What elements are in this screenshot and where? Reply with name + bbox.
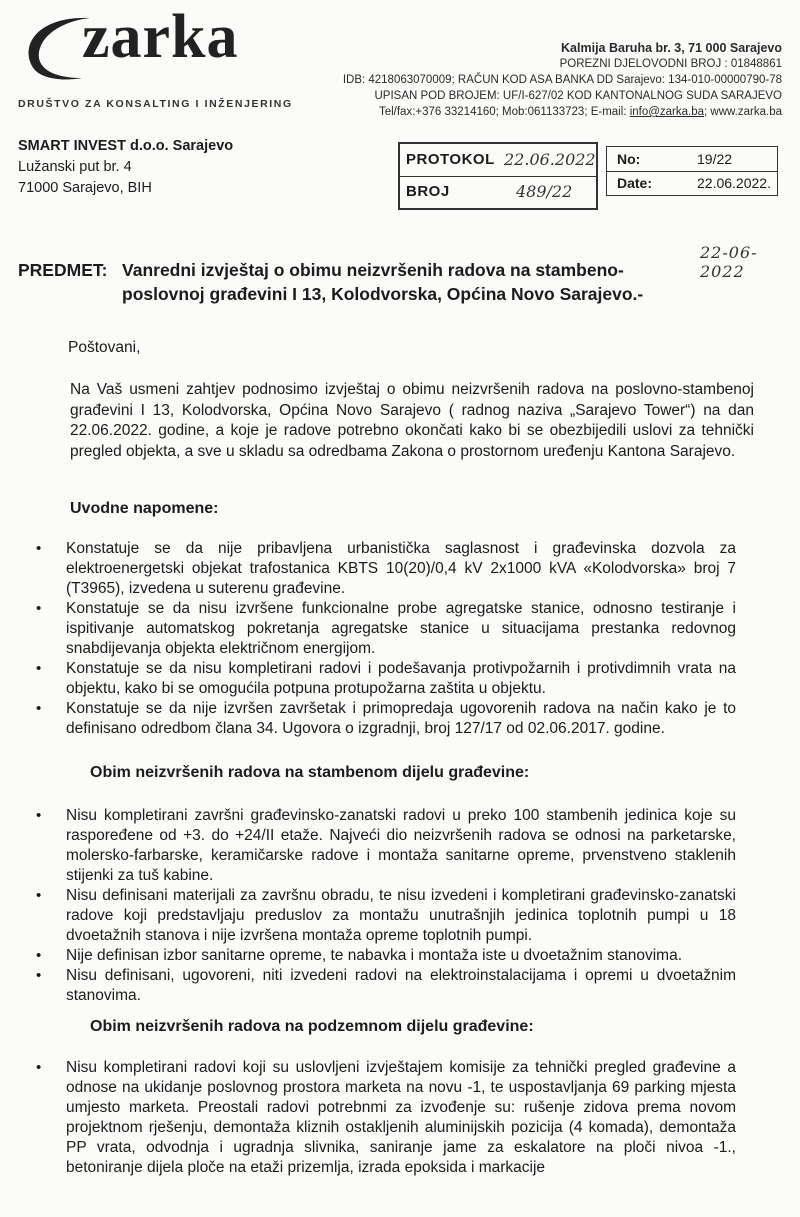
list-item — [36, 946, 736, 966]
list-item — [36, 599, 736, 659]
contact-phones: Tel/fax:+376 33214160; Mob:061133723; E-mail: — [378, 106, 630, 118]
list-item — [36, 966, 736, 1006]
doc-number-row — [607, 147, 777, 172]
number-label: BROJ — [406, 183, 450, 200]
list-item-text: Konstatuje se da nisu kompletirani radovi i podešavanja protivpožarnih i protivdimnih vrata na objektu, kako bi se omogućila potpuna protupožarna zaštita u objektu. — [66, 660, 736, 697]
section-title: Obim neizvršenih radova na stambenom dijelu građevine: — [90, 764, 530, 781]
doc-number-label: No: — [617, 151, 641, 167]
doc-date-label: Date: — [617, 175, 653, 191]
document-info-box — [606, 146, 778, 196]
section-title: Obim neizvršenih radova na podzemnom dijelu građevine: — [90, 1018, 534, 1035]
section-list — [36, 539, 736, 739]
bullet-icon: • — [36, 700, 42, 717]
company-registry: UPISAN POD BROJEM: UF/I-627/02 KOD KANTONALNOG SUDA SARAJEVO — [374, 90, 782, 102]
company-contact — [343, 104, 782, 120]
bullet-icon: • — [36, 1059, 42, 1076]
bullet-icon: • — [36, 600, 42, 617]
intro-paragraph: Na Vaš usmeni zahtjev podnosimo izvještaj o obimu neizvršenih radova na poslovno-stambenoj građevini I 13, Kolodvorska, Općina Novo Sarajevo ( radnog naziva „Sarajevo Tower“) na dan 22.06.2022. godine, a koje je radove potrebno okončati kako bi se obezbijedili uslovi za tehnički pregled objekta, a sve u skladu sa odredbama Zakona o prostornom uređenju Kantona Sarajevo. — [70, 381, 754, 460]
greeting: Poštovani, — [68, 339, 141, 356]
list-item-text: Konstatuje se da nije izvršen završetak i primopredaja ugovorenih radova na način kako je to definisano odredbom člana 34. Ugovora o izgradnji, broj 127/17 od 02.06.2017. godine. — [66, 700, 736, 737]
doc-date-value: 22.06.2022. — [697, 175, 771, 191]
doc-number-value: 19/22 — [697, 151, 733, 167]
company-tax-number: POREZNI DJELOVODNI BROJ : 01848861 — [559, 58, 782, 70]
recipient-street: Lužanski put br. 4 — [18, 159, 132, 175]
section-list — [36, 806, 736, 1006]
bullet-icon: • — [36, 540, 42, 557]
company-info — [343, 40, 782, 120]
subject-line-2: poslovnoj građevini I 13, Kolodvorska, Općina Novo Sarajevo.- — [122, 284, 644, 304]
recipient-name: SMART INVEST d.o.o. Sarajevo — [18, 138, 234, 154]
section-list — [36, 1058, 736, 1178]
list-item-text: Konstatuje se da nisu izvršene funkcionalne probe agregatske stanice, odnosno testiranje i ispitivanje automatskog pokretanja agregatske stanice u situacijama prestanka redovnog snabdijevanja objekta električnom energijom. — [66, 600, 736, 657]
company-idb: IDB: 4218063070009; RAČUN KOD ASA BANKA DD Sarajevo: 134-010-00000790-78 — [342, 74, 782, 86]
email-link[interactable]: info@zarka.ba — [629, 106, 705, 118]
company-tagline: DRUŠTVO ZA KONSALTING I INŽENJERING — [18, 98, 293, 110]
protocol-row — [400, 144, 596, 177]
list-item-text: Nisu definisani, ugovoreni, niti izvedeni radovi na elektroinstalacijama i opremi u dvoetažnim stanovima. — [66, 967, 736, 1004]
company-address: Kalmija Baruha br. 3, 71 000 Sarajevo — [561, 41, 782, 55]
list-item — [36, 886, 736, 946]
list-item — [36, 806, 736, 886]
list-item-text: Konstatuje se da nije pribavljena urbanistička saglasnost i građevinska dozvola za elektroenergetski objekat trafostanica KBTS 10(20)/0,4 kV 2x1000 kVA «Kolodvorska» broj 7 (T3965), izvedena u suterenu građevine. — [66, 540, 736, 597]
recipient-block — [18, 136, 233, 199]
bullet-icon: • — [36, 887, 42, 904]
list-item-text: Nisu kompletirani radovi koji su uslovljeni izvještajem komisije za tehnički pregled građevine a odnose na ukidanje poslovnog prostora marketa na novu -1, te uspostavljanja 69 parking mjesta umjesto marketa. Preostali radovi potrebnmi za izvođenje su: rušenje zidova prema novom projektnom rješenju, demontaža kliznih ostakljenih aluminijskih pozicija (4 komada), demontaža PP vrata, odvodnja i ugradnja slivnika, saniranje jame za eskalatore na ploči nivoa -1., betoniranje dijela ploče na etaži prizemlja, izrada epoksida i markacije — [66, 1059, 736, 1176]
list-item — [36, 1058, 736, 1178]
protocol-stamp — [398, 142, 598, 210]
protocol-label: PROTOKOL — [406, 151, 495, 168]
section-title: Uvodne napomene: — [70, 500, 219, 517]
website-text: ; www.zarka.ba — [704, 106, 782, 118]
subject-label: PREDMET: — [18, 260, 108, 280]
recipient-city: 71000 Sarajevo, BIH — [18, 180, 152, 196]
list-item-text: Nisu kompletirani završni građevinsko-zanatski radovi u preko 100 stambenih jedinica koje su raspoređene od +3. do +24/II etaže. Najveći dio neizvršenih radova se odnosi na parketarske, molersko-farbarske, keramičarske radove i montaža sanitarne opreme, prvenstveno staklenih stijenki za tuš kabine. — [66, 807, 736, 884]
handwritten-date: 22-06- 2022 — [700, 243, 758, 281]
list-item — [36, 699, 736, 739]
list-item — [36, 539, 736, 599]
bullet-icon: • — [36, 660, 42, 677]
doc-date-row — [607, 171, 777, 195]
subject — [18, 258, 718, 306]
list-item-text: Nisu definisani materijali za završnu obradu, te nisu izvedeni i kompletirani građevinsko-zanatski radove koji predstavljaju preduslov za montažu unutrašnjih jedinica toplotnih pumpi u 18 dvoetažnih stanova i nije izvršena montaža opreme toplotnih pumpi. — [66, 887, 736, 944]
list-item — [36, 659, 736, 699]
bullet-icon: • — [36, 947, 42, 964]
bullet-icon: • — [36, 807, 42, 824]
list-item-text: Nije definisan izbor sanitarne opreme, te nabavka i montaža iste u dvoetažnim stanovima. — [66, 947, 683, 964]
subject-line-1: Vanredni izvještaj o obimu neizvršenih radova na stambeno- — [122, 260, 624, 280]
number-value: 489/22 — [516, 182, 573, 201]
bullet-icon: • — [36, 967, 42, 984]
protocol-value: 22.06.2022 — [504, 150, 596, 169]
number-row — [400, 176, 596, 208]
company-logo: zarka — [82, 3, 239, 71]
